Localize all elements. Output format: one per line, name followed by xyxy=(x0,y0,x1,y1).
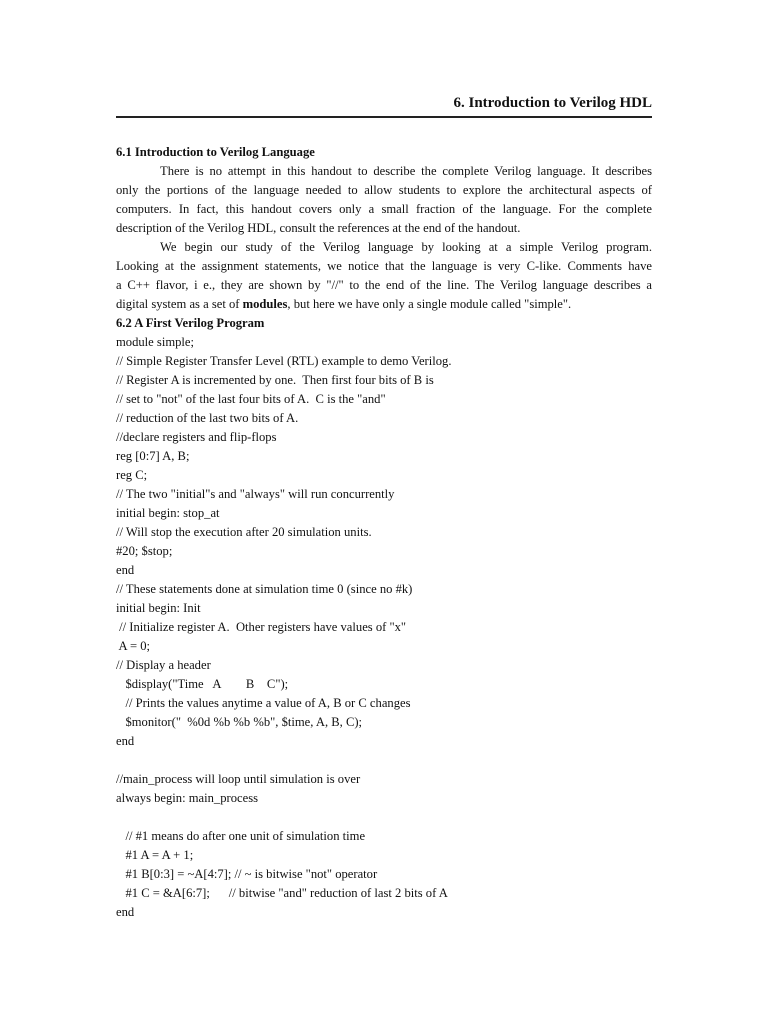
code-line: // set to "not" of the last four bits of A. C is the "and" xyxy=(116,392,386,406)
code-line: #1 C = &A[6:7]; // bitwise "and" reduction of last 2 bits of A xyxy=(116,886,448,900)
code-line: //declare registers and flip-flops xyxy=(116,430,277,444)
code-line: end xyxy=(116,734,135,748)
code-line: reg [0:7] A, B; xyxy=(116,449,190,463)
code-line: // The two "initial"s and "always" will run concurrently xyxy=(116,487,395,501)
code-line: initial begin: stop_at xyxy=(116,506,220,520)
code-line: // Display a header xyxy=(116,658,211,672)
text-line xyxy=(116,295,652,314)
section-heading-6-2: 6.2 A First Verilog Program xyxy=(116,316,265,330)
code-line: initial begin: Init xyxy=(116,601,201,615)
code-line: end xyxy=(116,563,135,577)
chapter-header xyxy=(116,92,652,118)
bold-term-modules: modules xyxy=(242,297,288,311)
text-fragment: , but here we have only a single module called "simple". xyxy=(287,297,572,311)
document-body xyxy=(116,143,652,922)
blank-line xyxy=(116,751,652,770)
code-line: reg C; xyxy=(116,468,148,482)
code-line: //main_process will loop until simulation is over xyxy=(116,772,361,786)
text-fragment: digital system as a set of xyxy=(116,297,243,311)
code-line: #1 A = A + 1; xyxy=(116,848,194,862)
code-line: always begin: main_process xyxy=(116,791,258,805)
code-line: // Register A is incremented by one. Then first four bits of B is xyxy=(116,373,434,387)
chapter-title: 6. Introduction to Verilog HDL xyxy=(453,95,652,111)
code-line: $display("Time A B C"); xyxy=(116,677,289,691)
code-line: #20; $stop; xyxy=(116,544,173,558)
code-line: // Prints the values anytime a value of A, B or C changes xyxy=(116,696,411,710)
paragraph-study xyxy=(116,238,652,314)
paragraph-intro xyxy=(116,162,652,238)
section-heading-6-1: 6.1 Introduction to Verilog Language xyxy=(116,145,315,159)
code-line: #1 B[0:3] = ~A[4:7]; // ~ is bitwise "not" operator xyxy=(116,867,378,881)
text-line: computers. In fact, this handout covers only a small fraction of the language. For the complete xyxy=(116,202,652,216)
code-line: // Initialize register A. Other registers have values of "x" xyxy=(116,620,407,634)
text-line: We begin our study of the Verilog language by looking at a simple Verilog program. xyxy=(160,240,652,254)
code-line: // reduction of the last two bits of A. xyxy=(116,411,299,425)
code-line: module simple; xyxy=(116,335,195,349)
code-line: $monitor(" %0d %b %b %b", $time, A, B, C); xyxy=(116,715,363,729)
code-line: // Simple Register Transfer Level (RTL) example to demo Verilog. xyxy=(116,354,452,368)
code-line: A = 0; xyxy=(116,639,151,653)
text-line: There is no attempt in this handout to describe the complete Verilog language. It describes xyxy=(160,164,652,178)
blank-line xyxy=(116,808,652,827)
text-line: Looking at the assignment statements, we notice that the language is very C-like. Comments have xyxy=(116,259,652,273)
code-line: // These statements done at simulation time 0 (since no #k) xyxy=(116,582,413,596)
code-listing xyxy=(116,333,652,922)
text-line: a C++ flavor, i e., they are shown by "//" to the end of the line. The Verilog language describes a xyxy=(116,278,652,292)
text-line: only the portions of the language needed to allow students to explore the architectural aspects of xyxy=(116,183,652,197)
code-line: // Will stop the execution after 20 simulation units. xyxy=(116,525,372,539)
code-line: end xyxy=(116,905,135,919)
code-line: // #1 means do after one unit of simulation time xyxy=(116,829,366,843)
text-line: description of the Verilog HDL, consult the references at the end of the handout. xyxy=(116,221,521,235)
